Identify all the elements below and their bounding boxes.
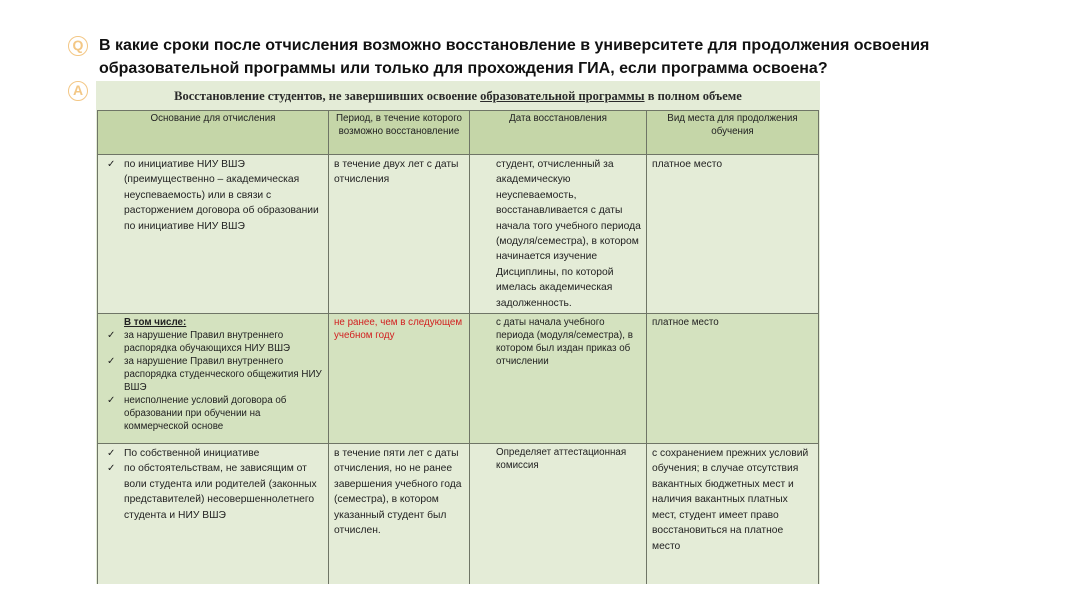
table-row: [98, 155, 819, 314]
basis-item: ✓ по инициативе НИУ ВШЭ (преимущественно – академическая неуспеваемость) или в связи с расторжением договора об образовании по инициативе НИУ ВШЭ: [102, 157, 324, 234]
question-badge-icon: Q: [68, 36, 88, 56]
cell-basis: [98, 155, 329, 314]
cell-period: в течение пяти лет с даты отчисления, но не ранее завершения учебного года (семестра), в котором указанный студент был отчислен.: [329, 444, 470, 584]
basis-item: ✓ по обстоятельствам, не зависящим от воли студента или родителей (законных представителей) несовершеннолетнего студента и НИУ ВШЭ: [102, 461, 324, 523]
answer-badge-icon: A: [68, 81, 88, 101]
cell-place: платное место: [647, 155, 819, 314]
cell-period: не ранее, чем в следующем учебном году: [329, 314, 470, 444]
cell-place: платное место: [647, 314, 819, 444]
basis-item: ✓ неисполнение условий договора об образовании при обучении на коммерческой основе: [102, 394, 324, 433]
header-period: Период, в течение которого возможно восстановление: [329, 111, 470, 155]
cell-place: с сохранением прежних условий обучения; в случае отсутствия вакантных бюджетных мест и наличия вакантных платных мест, студент имеет право восстановиться на платное место: [647, 444, 819, 584]
question-text: В какие сроки после отчисления возможно восстановление в университете для продолжения освоения образовательной программы или только для прохождения ГИА, если программа освоена?: [99, 37, 930, 77]
cell-basis: [98, 314, 329, 444]
table-header-row: [98, 111, 819, 155]
header-date: Дата восстановления: [470, 111, 647, 155]
cell-basis: [98, 444, 329, 584]
document-scan: [96, 81, 820, 584]
cell-period: в течение двух лет с даты отчисления: [329, 155, 470, 314]
basis-item: ✓ за нарушение Правил внутреннего распорядка студенческого общежития НИУ ВШЭ: [102, 355, 324, 394]
basis-item: ✓ По собственной инициативе: [102, 446, 324, 461]
title-part-3: в полном объеме: [644, 89, 742, 103]
restoration-table: [97, 110, 819, 584]
cell-date: Определяет аттестационная комиссия: [470, 444, 647, 584]
basis-item: ✓ за нарушение Правил внутреннего распорядка обучающихся НИУ ВШЭ: [102, 329, 324, 355]
header-place: Вид места для продолжения обучения: [647, 111, 819, 155]
cell-date: студент, отчисленный за академическую неуспеваемость, восстанавливается с даты начала того учебного периода (модуля/семестра), в котором начинается изучение Дисциплины, по которой имелась академическая задолженность.: [470, 155, 647, 314]
header-basis: Основание для отчисления: [98, 111, 329, 155]
title-part-underlined: образовательной программы: [480, 89, 645, 103]
document-title: [96, 89, 820, 104]
cell-date: с даты начала учебного периода (модуля/семестра), в котором был издан приказ об отчислении: [470, 314, 647, 444]
table-row: [98, 444, 819, 584]
including-label: В том числе:: [124, 317, 187, 329]
table-row: [98, 314, 819, 444]
title-part-1: Восстановление студентов, не завершивших освоение: [174, 89, 481, 103]
